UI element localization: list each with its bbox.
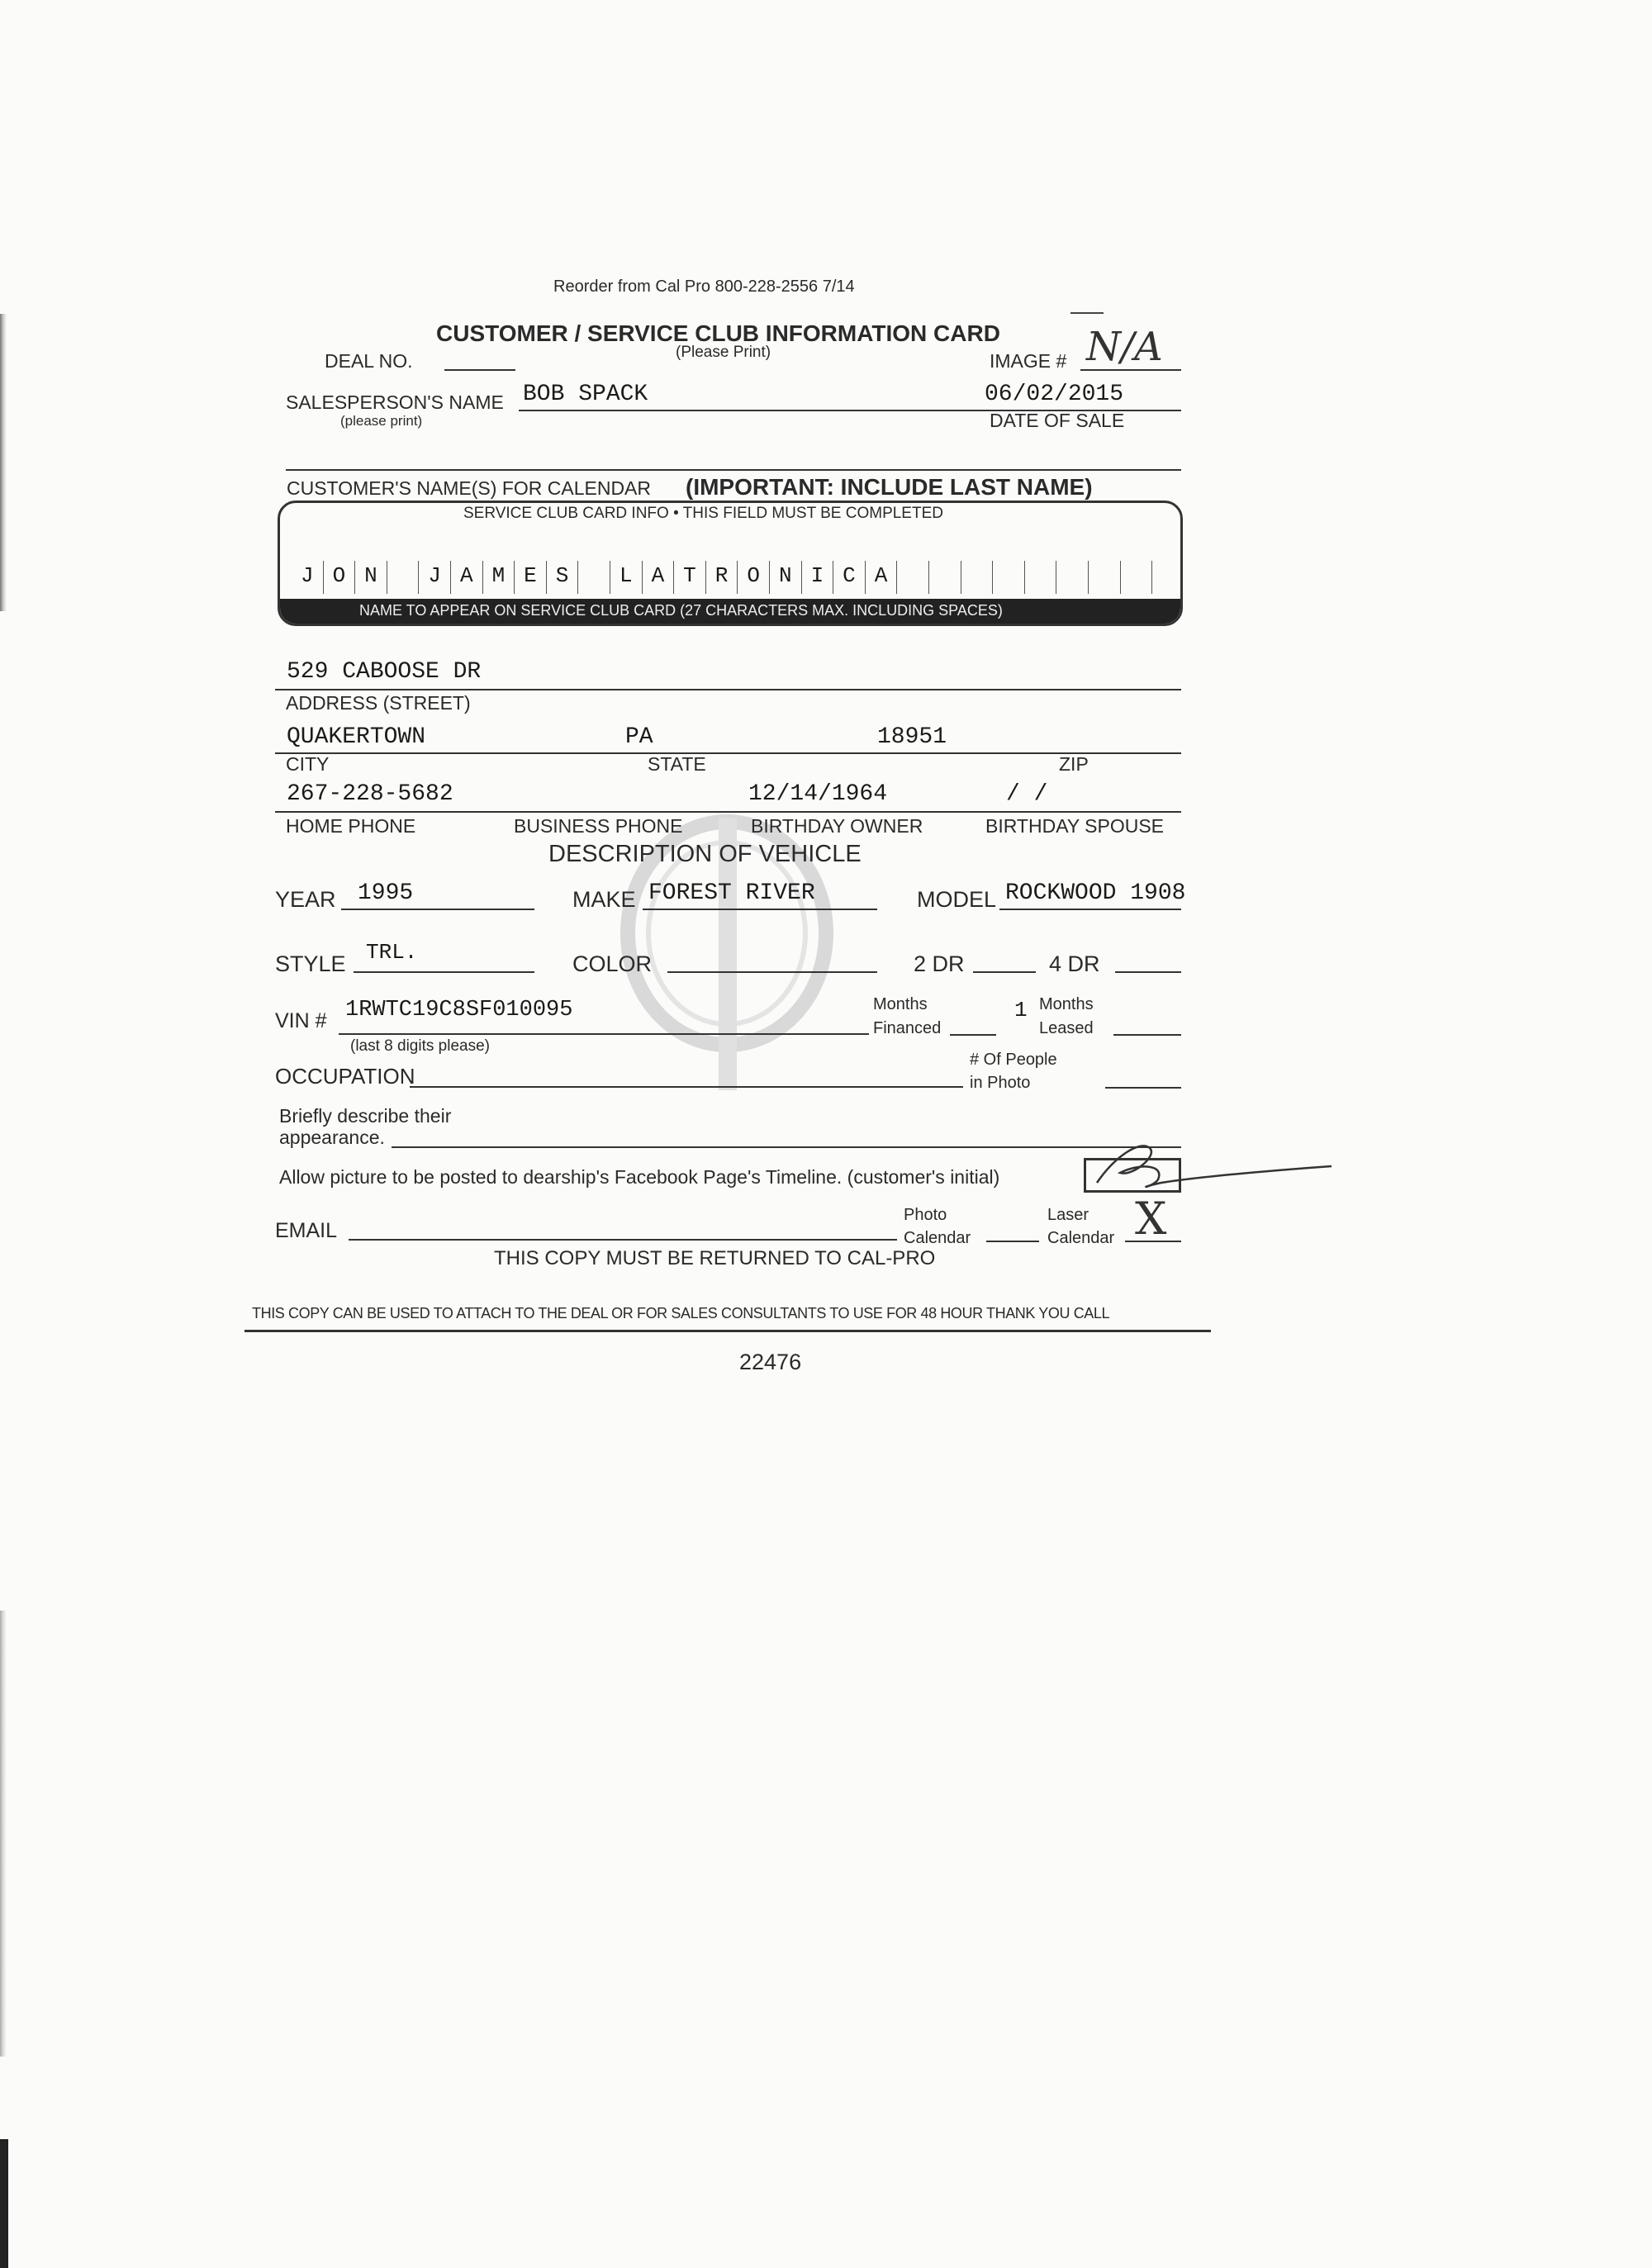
laser-calendar-x-mark: X [1135, 1193, 1167, 1245]
service-club-footer-text: NAME TO APPEAR ON SERVICE CLUB CARD (27 CHARACTERS MAX. INCLUDING SPACES) [359, 602, 1003, 619]
name-char-cell[interactable] [961, 561, 994, 594]
birthday-owner-value: 12/14/1964 [748, 781, 888, 807]
name-char-cell[interactable]: E [515, 561, 547, 594]
vin-label: VIN # [275, 1009, 327, 1032]
model-field[interactable] [999, 909, 1181, 910]
vehicle-section-title: DESCRIPTION OF VEHICLE [548, 841, 862, 867]
name-char-cell[interactable] [1121, 561, 1153, 594]
deal-no-field[interactable] [444, 369, 515, 371]
make-label: MAKE [572, 887, 636, 912]
birthday-spouse-value: / / [1006, 781, 1048, 807]
name-char-cell[interactable]: A [866, 561, 898, 594]
appearance-label-bottom: appearance. [279, 1127, 385, 1148]
scan-edge-shadow [0, 314, 7, 611]
city-label: CITY [286, 753, 330, 775]
year-value: 1995 [358, 880, 414, 906]
two-door-label: 2 DR [914, 951, 965, 976]
photo-calendar-field[interactable] [986, 1241, 1039, 1242]
name-char-cell[interactable] [993, 561, 1025, 594]
year-label: YEAR [275, 887, 336, 912]
zip-label: ZIP [1059, 753, 1089, 775]
scan-edge-mark [0, 2139, 8, 2268]
laser-calendar-field[interactable] [1125, 1241, 1181, 1242]
people-in-photo-field[interactable] [1105, 1087, 1181, 1089]
image-number-label: IMAGE # [990, 350, 1067, 372]
business-phone-label: BUSINESS PHONE [514, 815, 683, 837]
name-char-cell[interactable]: I [802, 561, 834, 594]
name-char-cell[interactable] [1089, 561, 1121, 594]
four-door-label: 4 DR [1049, 951, 1100, 976]
scan-edge-shadow [0, 1611, 7, 2057]
months-financed-label-bottom: Financed [873, 1019, 942, 1037]
name-char-cell[interactable]: O [324, 561, 356, 594]
vin-field[interactable] [339, 1033, 869, 1035]
style-value: TRL. [366, 940, 418, 965]
return-note: THIS COPY MUST BE RETURNED TO CAL-PRO [494, 1247, 936, 1269]
months-leased-label-top: Months [1039, 995, 1094, 1013]
service-club-card-box [278, 501, 1183, 626]
salesperson-sub-label: (please print) [340, 413, 423, 429]
name-char-cell[interactable]: C [833, 561, 866, 594]
service-club-header: SERVICE CLUB CARD INFO • THIS FIELD MUST BE COMPLETED [463, 505, 943, 522]
name-char-cell[interactable]: N [770, 561, 802, 594]
name-char-cell[interactable]: A [451, 561, 483, 594]
name-char-cell[interactable]: N [355, 561, 387, 594]
phones-field[interactable] [275, 811, 1181, 813]
email-field[interactable] [349, 1239, 897, 1241]
four-door-field[interactable] [1115, 971, 1181, 973]
state-label: STATE [648, 753, 706, 775]
two-door-field[interactable] [973, 971, 1036, 973]
date-of-sale-value: 06/02/2015 [985, 382, 1124, 407]
calendar-name-label: CUSTOMER'S NAME(S) FOR CALENDAR [287, 477, 652, 499]
city-state-zip-field[interactable] [275, 752, 1181, 754]
model-label: MODEL [917, 887, 997, 912]
footer-note: THIS COPY CAN BE USED TO ATTACH TO THE DEAL OR FOR SALES CONSULTANTS TO USE FOR 48 HOUR THANK YOU CALL [252, 1305, 1110, 1321]
people-in-photo-label-bottom: in Photo [970, 1074, 1031, 1092]
color-label: COLOR [572, 951, 653, 976]
style-field[interactable] [354, 971, 534, 973]
email-label: EMAIL [275, 1219, 338, 1242]
image-number-handwritten: N/A [1086, 324, 1163, 370]
reorder-note: Reorder from Cal Pro 800-228-2556 7/14 [553, 278, 855, 296]
months-financed-field[interactable] [950, 1034, 996, 1036]
name-char-cell[interactable]: J [292, 561, 324, 594]
please-print-note: (Please Print) [676, 344, 771, 361]
service-club-footer-bar [280, 599, 1180, 624]
deal-no-label: DEAL NO. [325, 350, 413, 372]
photo-calendar-label-bottom: Calendar [904, 1229, 971, 1247]
months-leased-value: 1 [1014, 998, 1028, 1022]
vin-value: 1RWTC19C8SF010095 [345, 998, 573, 1022]
handwritten-dash [1070, 312, 1104, 314]
make-field[interactable] [643, 909, 877, 910]
initial-signature-scribble [1082, 1132, 1338, 1206]
birthday-spouse-label: BIRTHDAY SPOUSE [985, 815, 1165, 837]
salesperson-label: SALESPERSON'S NAME [286, 391, 504, 413]
occupation-field[interactable] [410, 1086, 963, 1088]
salesperson-value: BOB SPACK [523, 382, 648, 407]
home-phone-label: HOME PHONE [286, 815, 416, 837]
name-char-cell[interactable]: L [610, 561, 643, 594]
style-label: STYLE [275, 951, 346, 976]
name-char-cell[interactable] [1025, 561, 1057, 594]
appearance-field[interactable] [392, 1146, 1181, 1148]
laser-calendar-label-top: Laser [1047, 1206, 1089, 1224]
name-char-cell[interactable] [578, 561, 610, 594]
months-leased-field[interactable] [1113, 1034, 1181, 1036]
city-value: QUAKERTOWN [287, 724, 426, 750]
name-char-cell[interactable]: J [419, 561, 451, 594]
facebook-permission-label: Allow picture to be posted to dearship's Facebook Page's Timeline. (customer's initial) [279, 1166, 1000, 1188]
name-char-cell[interactable] [929, 561, 961, 594]
form-title: CUSTOMER / SERVICE CLUB INFORMATION CARD [436, 320, 1000, 346]
laser-calendar-label-bottom: Calendar [1047, 1229, 1115, 1247]
name-char-cell[interactable] [897, 561, 929, 594]
months-leased-label-bottom: Leased [1039, 1019, 1094, 1037]
year-field[interactable] [341, 909, 534, 910]
address-field[interactable] [275, 689, 1181, 690]
zip-value: 18951 [877, 724, 947, 750]
color-field[interactable] [667, 971, 877, 973]
calendar-name-important: (IMPORTANT: INCLUDE LAST NAME) [686, 474, 1093, 500]
make-value: FOREST RIVER [648, 880, 815, 906]
address-label: ADDRESS (STREET) [286, 692, 471, 714]
vin-sub-label: (last 8 digits please) [350, 1037, 490, 1055]
occupation-label: OCCUPATION [275, 1064, 415, 1089]
home-phone-value: 267-228-5682 [287, 781, 453, 807]
state-value: PA [625, 724, 653, 750]
name-char-cell[interactable]: M [483, 561, 515, 594]
footer-rule [244, 1330, 1211, 1332]
name-char-cell[interactable]: O [738, 561, 770, 594]
name-char-cell[interactable] [387, 561, 420, 594]
months-financed-label-top: Months [873, 995, 928, 1013]
form-number: 22476 [739, 1350, 802, 1374]
name-char-cell[interactable] [1056, 561, 1089, 594]
name-char-cell[interactable]: T [674, 561, 706, 594]
name-char-cell[interactable]: A [643, 561, 675, 594]
name-char-cell[interactable]: S [547, 561, 579, 594]
people-in-photo-label-top: # Of People [970, 1051, 1057, 1069]
appearance-label-top: Briefly describe their [279, 1105, 452, 1127]
photo-calendar-label-top: Photo [904, 1206, 947, 1224]
date-of-sale-label: DATE OF SALE [990, 410, 1125, 431]
model-value: ROCKWOOD 1908 [1005, 880, 1186, 906]
name-char-cell[interactable]: R [706, 561, 738, 594]
address-value: 529 CABOOSE DR [287, 659, 482, 685]
divider [286, 469, 1181, 471]
birthday-owner-label: BIRTHDAY OWNER [751, 815, 923, 837]
image-number-field[interactable] [1080, 369, 1181, 371]
